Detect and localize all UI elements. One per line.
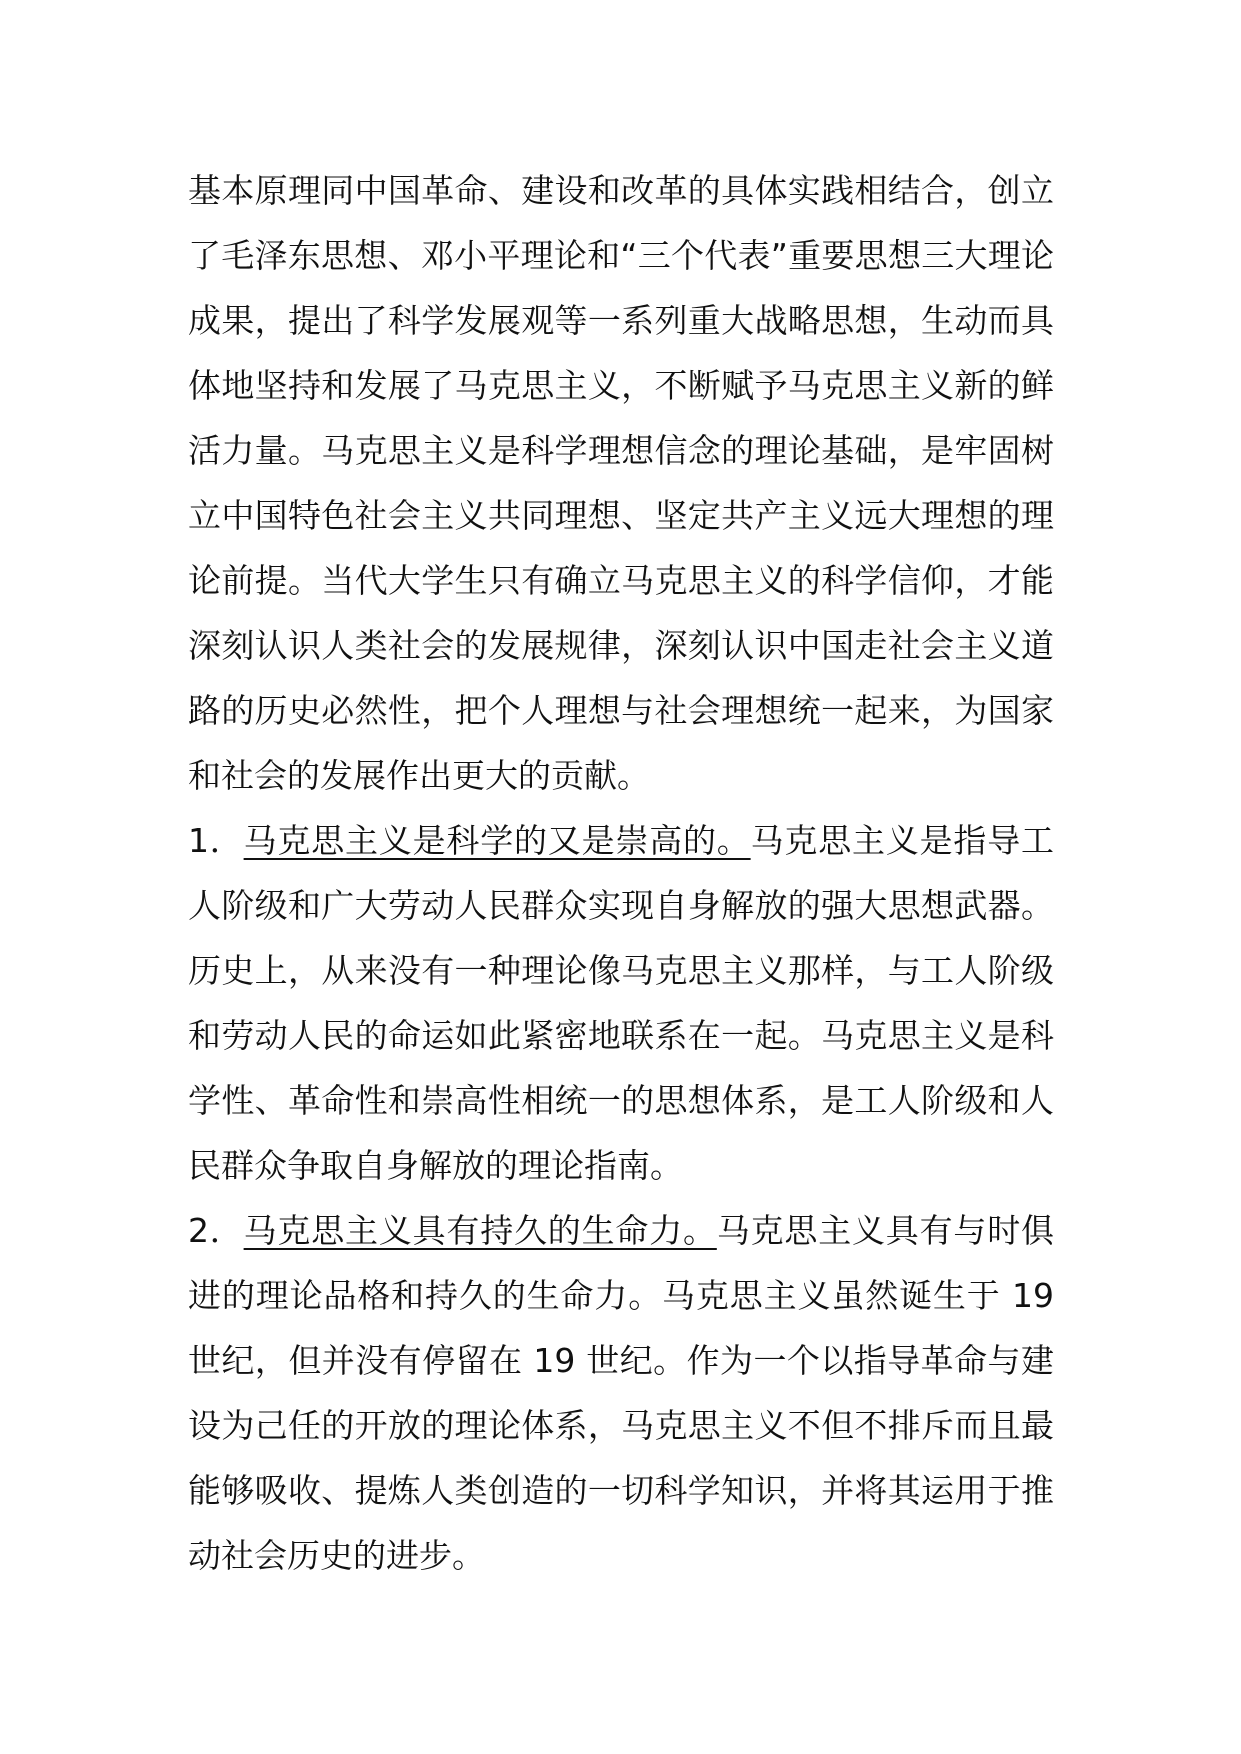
paragraph-body: 马克思主义是指导工人阶级和广大劳动人民群众实现自身解放的强大思想武器。历史上，从来没有一种理论像马克思主义那样，与工人阶级和劳动人民的命运如此紧密地联系在一起。马克思主义是科学性、革命性和崇高性相统一的思想体系，是工人阶级和人民群众争取自身解放的理论指南。 [188,821,1055,1185]
numbered-paragraph-1 [188,808,1054,1198]
numbered-paragraph-2 [188,1198,1054,1588]
document-page [188,158,1054,1588]
item-number: 2． [188,1211,244,1250]
underlined-heading: 马克思主义具有持久的生命力。 [243,1211,717,1250]
body-paragraph: 基本原理同中国革命、建设和改革的具体实践相结合，创立了毛泽东思想、邓小平理论和“三个代表”重要思想三大理论成果，提出了科学发展观等一系列重大战略思想，生动而具体地坚持和发展了马克思主义，不断赋予马克思主义新的鲜活力量。马克思主义是科学理想信念的理论基础，是牢固树立中国特色社会主义共同理想、坚定共产主义远大理想的理论前提。当代大学生只有确立马克思主义的科学信仰，才能深刻认识人类社会的发展规律，深刻认识中国走社会主义道路的历史必然性，把个人理想与社会理想统一起来，为国家和社会的发展作出更大的贡献。 [188,171,1054,795]
underlined-heading: 马克思主义是科学的又是崇高的。 [243,821,751,860]
item-number: 1． [188,821,244,860]
paragraph-body: 马克思主义具有与时俱进的理论品格和持久的生命力。马克思主义虽然诞生于 19 世纪，但并没有停留在 19 世纪。作为一个以指导革命与建设为己任的开放的理论体系，马克思主义不但不排斥而且最能够吸收、提炼人类创造的一切科学知识，并将其运用于推动社会历史的进步。 [188,1211,1055,1575]
